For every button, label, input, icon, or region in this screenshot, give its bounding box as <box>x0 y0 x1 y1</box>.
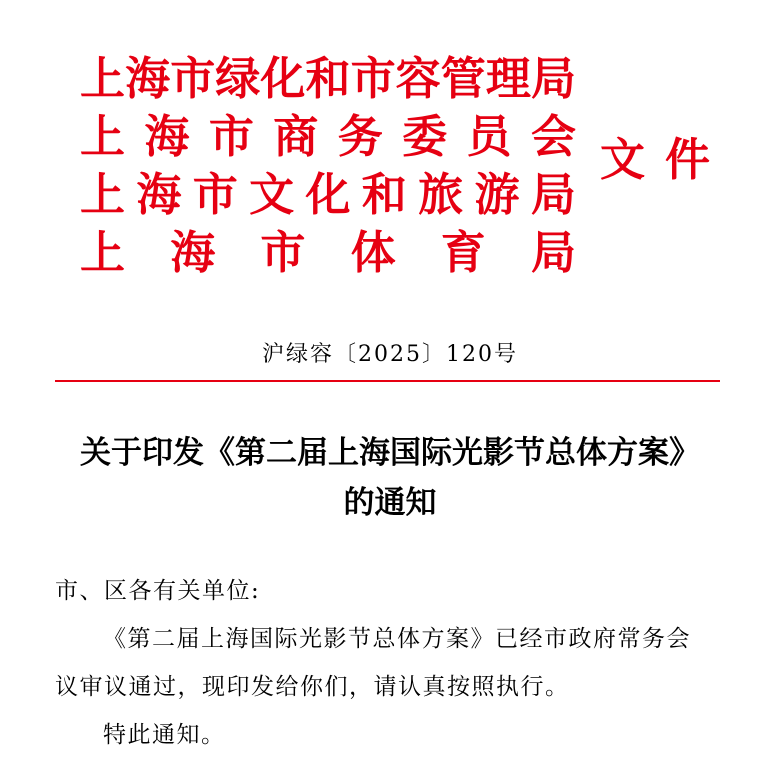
title-line-2: 的通知 <box>343 485 437 521</box>
salutation: 市、区各有关单位: <box>55 578 261 604</box>
document-number: 沪绿容〔2025〕120号 <box>262 342 518 367</box>
issuer-name: 上 海 市 商 务 委 员 会 <box>80 110 576 163</box>
body-paragraph-line-1: 《第二届上海国际光影节总体方案》已经市政府常务会 <box>103 626 691 652</box>
body-paragraph-line-2: 议审议通过，现印发给你们，请认真按照执行。 <box>55 674 570 700</box>
issuer-name: 上 海 市 体 育 局 <box>80 226 576 279</box>
red-separator-line <box>55 380 720 382</box>
notice-title <box>40 428 740 528</box>
issuer-name: 上 海 市 文 化 和 旅 游 局 <box>80 168 576 221</box>
closing-line: 特此通知。 <box>103 722 226 748</box>
document-label: 文 件 <box>600 133 710 186</box>
notice-body <box>55 567 725 759</box>
issuer-block <box>80 50 576 282</box>
issuer-name: 上 海 市 绿 化 和 市 容 管 理 局 <box>80 52 576 105</box>
title-line-1: 关于印发《第二届上海国际光影节总体方案》 <box>80 435 700 471</box>
